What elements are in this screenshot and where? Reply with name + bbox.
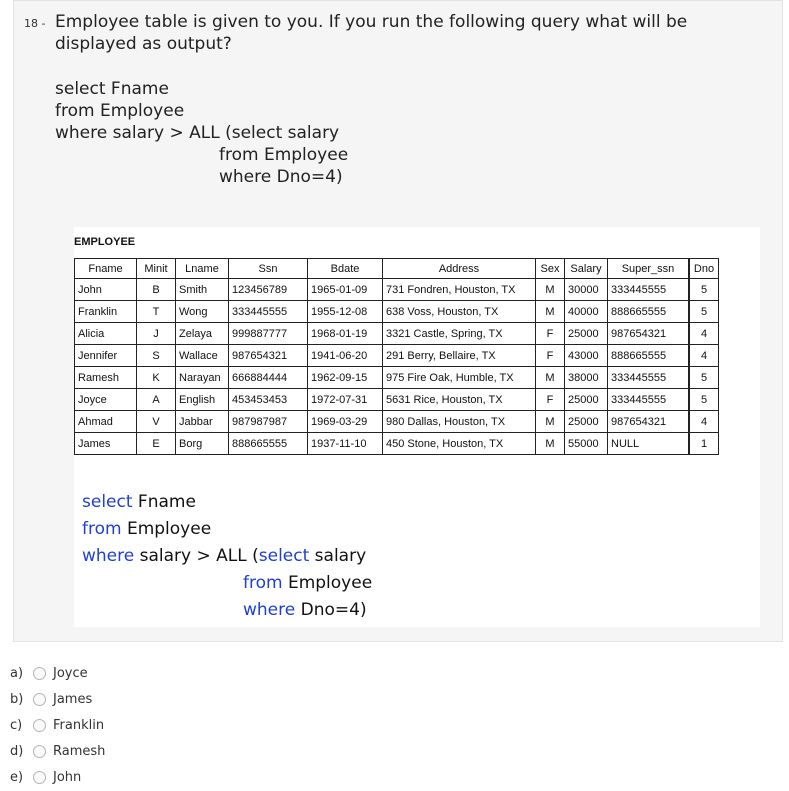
- answer-option[interactable]: [10, 738, 105, 764]
- table-row: [75, 367, 719, 389]
- table-cell: S: [137, 345, 176, 367]
- table-cell: Zelaya: [176, 323, 229, 345]
- option-label[interactable]: James: [53, 691, 93, 707]
- table-cell: 1941-06-20: [308, 345, 383, 367]
- column-header: Bdate: [308, 259, 383, 279]
- query-line: select Fname: [55, 79, 169, 99]
- table-cell: 40000: [565, 301, 608, 323]
- table-cell: M: [536, 279, 565, 301]
- table-cell: 333445555: [608, 389, 690, 411]
- table-cell: Ramesh: [75, 367, 137, 389]
- table-cell: B: [137, 279, 176, 301]
- table-cell: Wong: [176, 301, 229, 323]
- table-row: [75, 279, 719, 301]
- radio-button[interactable]: [33, 667, 46, 680]
- radio-button[interactable]: [33, 771, 46, 784]
- table-cell: 450 Stone, Houston, TX: [383, 433, 536, 455]
- table-cell: 4: [689, 323, 719, 345]
- table-cell: 888665555: [229, 433, 308, 455]
- question-text: Employee table is given to you. If you run the following query what will be displayed as output?: [55, 12, 688, 54]
- query-line: where salary > ALL (select salary: [55, 123, 340, 143]
- table-cell: Smith: [176, 279, 229, 301]
- table-cell: Ahmad: [75, 411, 137, 433]
- code-text: Fname: [132, 492, 196, 512]
- code-text: salary: [309, 546, 367, 566]
- query-line: from Employee: [55, 101, 185, 121]
- table-cell: 25000: [565, 323, 608, 345]
- table-cell: John: [75, 279, 137, 301]
- table-cell: 123456789: [229, 279, 308, 301]
- table-cell: 3321 Castle, Spring, TX: [383, 323, 536, 345]
- code-keyword: from: [82, 519, 122, 539]
- question-panel: [13, 0, 783, 642]
- table-cell: 980 Dallas, Houston, TX: [383, 411, 536, 433]
- table-cell: James: [75, 433, 137, 455]
- table-cell: Jennifer: [75, 345, 137, 367]
- table-cell: 43000: [565, 345, 608, 367]
- code-keyword: where: [82, 546, 135, 566]
- table-cell: 1: [689, 433, 719, 455]
- code-text: Employee: [121, 519, 212, 539]
- option-letter: a): [10, 665, 24, 681]
- table-cell: K: [137, 367, 176, 389]
- table-cell: 1955-12-08: [308, 301, 383, 323]
- table-cell: M: [536, 301, 565, 323]
- table-cell: 453453453: [229, 389, 308, 411]
- table-header-row: [75, 259, 719, 279]
- table-cell: 25000: [565, 411, 608, 433]
- column-header: Ssn: [229, 259, 308, 279]
- table-cell: Joyce: [75, 389, 137, 411]
- option-letter: e): [10, 769, 24, 785]
- table-cell: 987654321: [608, 411, 690, 433]
- answer-option[interactable]: [10, 660, 105, 686]
- answer-option[interactable]: [10, 686, 105, 712]
- table-cell: E: [137, 433, 176, 455]
- table-cell: 999887777: [229, 323, 308, 345]
- table-cell: Jabbar: [176, 411, 229, 433]
- table-cell: 987654321: [229, 345, 308, 367]
- option-label[interactable]: Joyce: [53, 665, 88, 681]
- answer-options: [10, 660, 105, 790]
- option-label[interactable]: Franklin: [53, 717, 105, 733]
- radio-button[interactable]: [33, 719, 46, 732]
- table-cell: English: [176, 389, 229, 411]
- table-row: [75, 345, 719, 367]
- table-cell: 731 Fondren, Houston, TX: [383, 279, 536, 301]
- question-number: 18 -: [24, 17, 46, 30]
- table-cell: 333445555: [608, 279, 690, 301]
- option-label[interactable]: John: [53, 769, 82, 785]
- table-cell: M: [536, 367, 565, 389]
- answer-option[interactable]: [10, 712, 105, 738]
- radio-button[interactable]: [33, 693, 46, 706]
- query-text: [55, 78, 348, 188]
- table-cell: Franklin: [75, 301, 137, 323]
- column-header: Sex: [536, 259, 565, 279]
- question-image: [74, 227, 760, 627]
- table-cell: 1969-03-29: [308, 411, 383, 433]
- column-header: Minit: [137, 259, 176, 279]
- code-keyword: select: [82, 492, 133, 512]
- table-cell: 5: [689, 367, 719, 389]
- table-cell: F: [536, 345, 565, 367]
- column-header: Super_ssn: [608, 259, 690, 279]
- table-cell: 333445555: [608, 367, 690, 389]
- table-cell: F: [536, 389, 565, 411]
- table-cell: 4: [689, 345, 719, 367]
- table-cell: 55000: [565, 433, 608, 455]
- table-cell: V: [137, 411, 176, 433]
- table-cell: 666884444: [229, 367, 308, 389]
- query-code-block: [82, 489, 372, 624]
- column-header: Lname: [176, 259, 229, 279]
- code-text: Employee: [282, 573, 373, 593]
- code-text: salary > ALL (: [134, 546, 259, 566]
- code-keyword: from: [243, 573, 283, 593]
- table-cell: A: [137, 389, 176, 411]
- table-cell: 975 Fire Oak, Humble, TX: [383, 367, 536, 389]
- table-cell: Borg: [176, 433, 229, 455]
- column-header: Salary: [565, 259, 608, 279]
- employee-table: [74, 258, 719, 455]
- table-cell: 5631 Rice, Houston, TX: [383, 389, 536, 411]
- table-cell: 30000: [565, 279, 608, 301]
- query-line: where Dno=4): [219, 167, 343, 187]
- table-cell: Narayan: [176, 367, 229, 389]
- table-cell: 1972-07-31: [308, 389, 383, 411]
- table-cell: 1965-01-09: [308, 279, 383, 301]
- table-row: [75, 301, 719, 323]
- table-title: EMPLOYEE: [74, 236, 136, 248]
- table-cell: 291 Berry, Bellaire, TX: [383, 345, 536, 367]
- table-row: [75, 389, 719, 411]
- column-header: Address: [383, 259, 536, 279]
- table-cell: 333445555: [229, 301, 308, 323]
- column-header: Fname: [75, 259, 137, 279]
- table-cell: 638 Voss, Houston, TX: [383, 301, 536, 323]
- table-cell: 5: [689, 279, 719, 301]
- table-row: [75, 433, 719, 455]
- code-line: [82, 570, 372, 597]
- code-keyword: select: [258, 546, 310, 566]
- table-cell: 38000: [565, 367, 608, 389]
- code-line: [82, 597, 372, 624]
- table-cell: 888665555: [608, 345, 690, 367]
- table-cell: T: [137, 301, 176, 323]
- table-cell: 987654321: [608, 323, 690, 345]
- query-line: from Employee: [219, 145, 349, 165]
- table-cell: Alicia: [75, 323, 137, 345]
- table-cell: 5: [689, 301, 719, 323]
- code-text: Dno=4): [295, 600, 367, 620]
- table-cell: 25000: [565, 389, 608, 411]
- table-cell: 888665555: [608, 301, 690, 323]
- table-row: [75, 323, 719, 345]
- option-letter: b): [10, 691, 24, 707]
- table-cell: NULL: [608, 433, 690, 455]
- table-cell: 1968-01-19: [308, 323, 383, 345]
- radio-button[interactable]: [33, 745, 46, 758]
- option-letter: c): [10, 717, 23, 733]
- table-cell: 1962-09-15: [308, 367, 383, 389]
- code-keyword: where: [243, 600, 296, 620]
- table-cell: M: [536, 433, 565, 455]
- column-header: Dno: [689, 259, 719, 279]
- table-row: [75, 411, 719, 433]
- table-cell: 4: [689, 411, 719, 433]
- table-cell: 1937-11-10: [308, 433, 383, 455]
- option-label[interactable]: Ramesh: [53, 743, 106, 759]
- table-cell: 5: [689, 389, 719, 411]
- table-cell: M: [536, 411, 565, 433]
- table-cell: J: [137, 323, 176, 345]
- option-letter: d): [10, 743, 24, 759]
- table-cell: Wallace: [176, 345, 229, 367]
- answer-option[interactable]: [10, 764, 105, 790]
- table-cell: 987987987: [229, 411, 308, 433]
- table-cell: F: [536, 323, 565, 345]
